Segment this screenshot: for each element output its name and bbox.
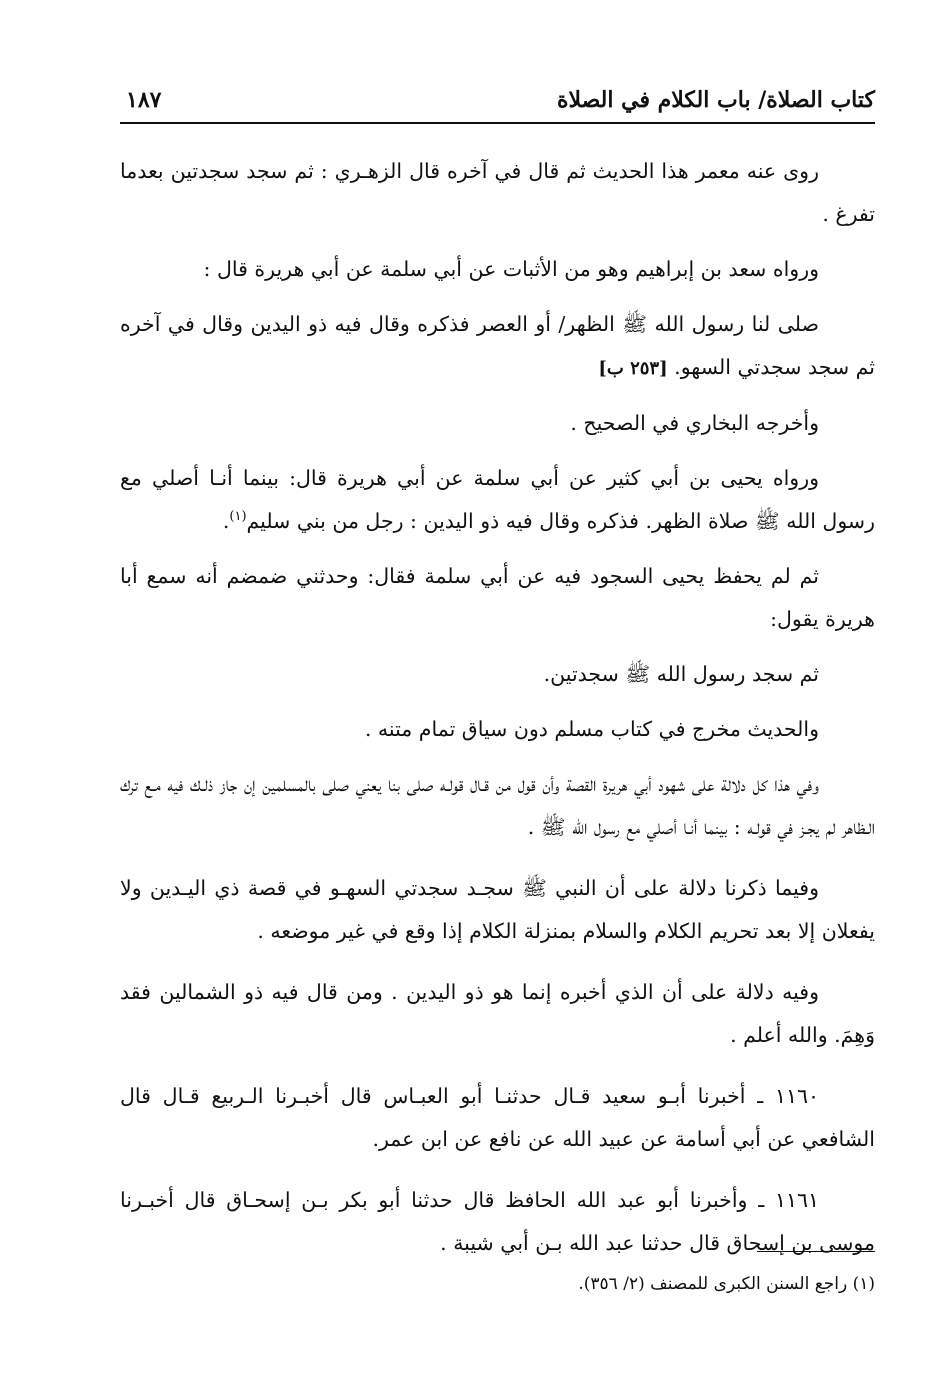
paragraph-text: صلى لنا رسول الله ﷺ الظهر/ أو العصر فذكره وقال فيه ذو اليدين وقال في آخره ثم سجد سجدتي السهو. [120,312,875,379]
paragraph: وفيه دلالة على أن الذي أخبره إنما هو ذو اليدين . ومن قال فيه ذو الشمالين فقد وَهِمَ. والله أعلم . [120,980,875,1047]
main-text [120,150,875,1283]
paragraph-with-margin-note [120,303,875,390]
paragraph: ثم سجد رسول الله ﷺ سجدتين. [543,662,819,686]
paragraph: ورواه سعد بن إبراهيم وهو من الأثبات عن أبي سلمة عن أبي هريرة قال : [203,257,819,281]
page-number: ١٨٧ [126,87,162,113]
paragraph: وأخرجه البخاري في الصحيح . [570,411,819,435]
page-header [120,82,875,124]
paragraph: وفيما ذكرنا دلالة على أن النبي ﷺ سجـد سجدتي السهـو في قصة ذي اليـدين ولا يفعلان إلا بعد تحريم الكلام والسلام بمنزلة الكلام إذا وقع في غير موضعه . [120,876,875,943]
running-title: كتاب الصلاة/ باب الكلام في الصلاة [556,87,875,113]
footnote-reference[interactable]: (١) [229,509,247,525]
sentence-end: . [222,509,230,533]
hadith-entry-1161: ١١٦١ ـ وأخبرنا أبو عبد الله الحافظ قال حدثنا أبو بكر بـن إسحـاق قال أخبـرنا موسى بن إسحاق قال حدثنا عبد الله بـن أبي شيبة . [120,1188,875,1255]
paragraph: وفي هذا كل دلالة على شهود أبي هريرة القصة وأن قول من قـال قولـه صلى بنا يعني صلى بالمسلمين إن جاز ذلـك فيه مـع ترك الـظاهر لم يجـز في قولـه : بينما أنـا أصلي مع رسول الله ﷺ . [120,772,875,839]
margin-folio-note: [٢٥٣ ب] [598,358,668,379]
footnote-divider [757,1251,875,1252]
hadith-entry-1160: ١١٦٠ ـ أخبرنا أبـو سعيد قـال حدثنـا أبو العبـاس قال أخبـرنا الـربيع قـال قال الشافعي عن أبي أسامة عن عبيد الله عن نافع عن ابن عمر. [120,1084,875,1151]
paragraph: ثم لم يحفظ يحيى السجود فيه عن أبي سلمة فقال: وحدثني ضمضم أنه سمع أبا هريرة يقول: [120,564,875,631]
paragraph-with-footnote [120,457,875,543]
paragraph-text: ورواه يحيى بن أبي كثير عن أبي سلمة عن أبي هريرة قال: بينما أنـا أصلي مع رسول الله ﷺ صلاة الظهر. فذكره وقال فيه ذو اليدين : رجل من بني سليم [120,466,875,533]
footnote: (١) راجع السنن الكبرى للمصنف (٢/ ٣٥٦). [578,1274,875,1294]
paragraph: روى عنه معمر هذا الحديث ثم قال في آخره قال الزهـري : ثم سجد سجدتين بعدما تفرغ . [120,159,875,226]
paragraph: والحديث مخرج في كتاب مسلم دون سياق تمام متنه . [364,717,819,741]
document-page [120,0,875,1373]
